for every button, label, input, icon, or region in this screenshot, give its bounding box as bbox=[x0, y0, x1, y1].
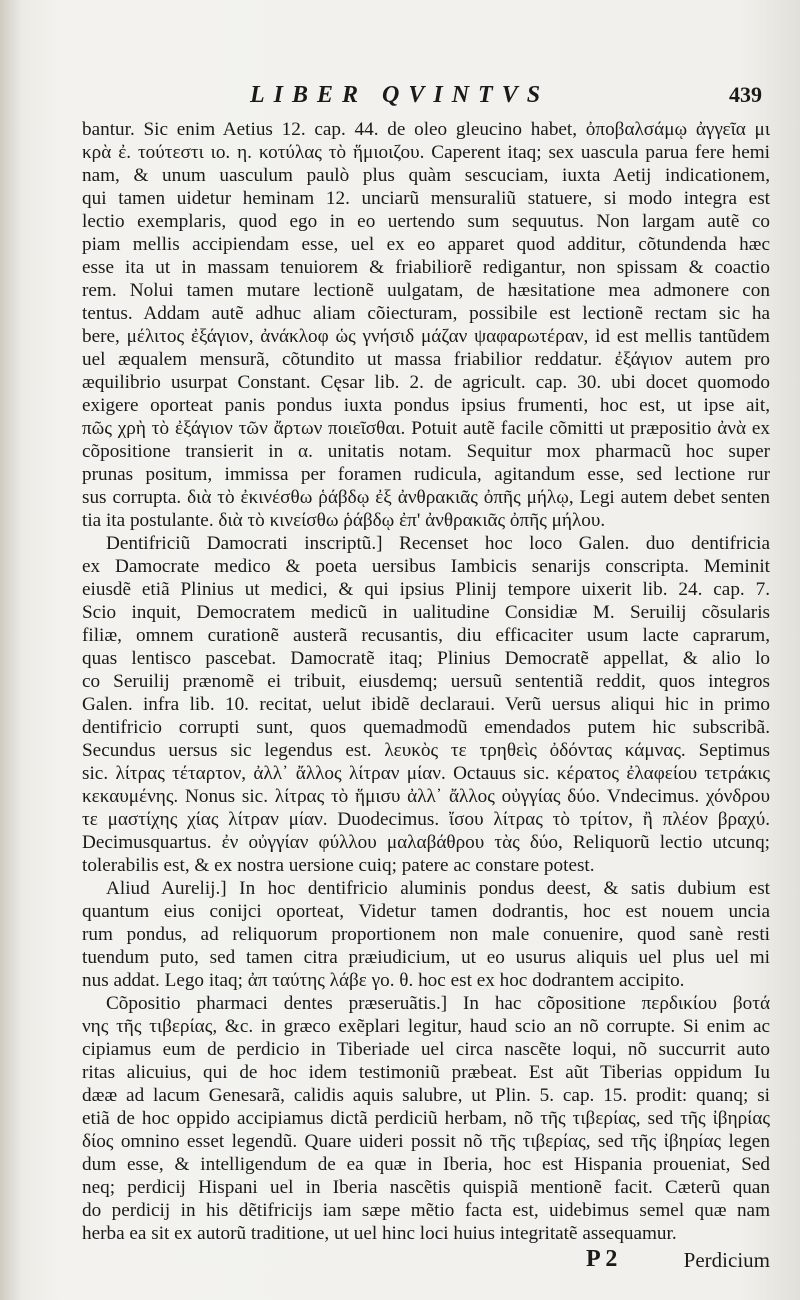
text-line: bere, μέλιτος ἐξάγιον, ἀνάκλοφ ὡς γνήσιδ μάζαν ψαφαρωτέραν, id est mellis tantũdem bbox=[82, 326, 770, 347]
text-line: tuendum puto, sed tamen citra præiudicium, ut eo usurus aliquis uel plus uel mi bbox=[82, 947, 770, 968]
text-line: Dentifriciũ Damocrati inscriptũ.] Recenset hoc loco Galen. duo dentifricia bbox=[106, 533, 770, 554]
text-line: qui tamen uidetur heminam 12. unciarũ mensuraliũ statuere, si modo integra est bbox=[82, 188, 770, 209]
text-line: do perdicij in his dẽtifricijs iam sæpe mẽtio facta est, uidebimus semel quæ nam bbox=[82, 1200, 770, 1221]
text-line: lectio exemplaris, quod ego in eo uertendo sum sequutus. Non largam autẽ co bbox=[82, 211, 770, 232]
page-footer bbox=[0, 1246, 800, 1276]
text-line: Decimusquartus. ἐν οὐγγίαν φύλλου μαλαβάθρου τὰς δύο, Reliquorũ lectio utcunq; bbox=[82, 832, 770, 853]
text-line: Galen. infra lib. 10. recitat, uelut ibidẽ declaraui. Verũ uersus aliqui hic in primo bbox=[82, 694, 770, 715]
text-line: κεκαυμένης. Nonus sic. λίτρας τὸ ἥμισυ ἀλλ᾽ ἄλλος οὐγγίας δύο. Vndecimus. χόνδρου bbox=[82, 786, 770, 807]
text-line: filiæ, omnem curationẽ austerã recusantis, diu efficaciter usum lacte caprarum, bbox=[82, 625, 770, 646]
text-line: tentus. Addam autẽ adhuc aliam cõiecturam, possibile est lectionẽ rectam sic ha bbox=[82, 303, 770, 324]
text-line: herba ea sit ex autorũ traditione, ut uel hinc loci huius integritatẽ assequamur. bbox=[82, 1223, 677, 1244]
text-line: Aliud Aurelij.] In hoc dentifricio aluminis pondus deest, & satis dubium est bbox=[106, 878, 770, 899]
text-line: sic. λίτρας τέταρτον, ἀλλ᾽ ἄλλος λίτραν μίαν. Octauus sic. κέρατος ἐλαφείου τετράκις bbox=[82, 763, 770, 784]
text-line: nus addat. Lego itaq; ἀπ ταύτης λάβε γο. θ. hoc est ex hoc dodrantem accipito. bbox=[82, 970, 685, 991]
text-line: tia ita postulante. διὰ τὸ κινείσθω ῥάβδῳ ἐπ' ἀνθρακιᾶς ὀπῆς μήλου. bbox=[82, 510, 606, 531]
text-line: quantum eius conijci oporteat, Videtur tamen dodrantis, hoc est nouem uncia bbox=[82, 901, 770, 922]
text-line: ritas alicuius, qui de hoc idem testimoniũ præbeat. Est aũt Tiberias oppidum Iu bbox=[82, 1062, 770, 1083]
text-line: dææ ad lacum Genesarã, calidis aquis salubre, ut Plin. 5. cap. 15. prodit: quanq; si bbox=[82, 1085, 770, 1106]
signature-mark: P 2 bbox=[586, 1246, 618, 1272]
text-line: sus corrupta. διὰ τὸ ἐκινέσθω ῥάβδῳ ἐξ ἀνθρακιᾶς ὀπῆς μήλῳ, Legi autem debet senten bbox=[82, 487, 770, 508]
text-line: νης τῆς τιβερίας, &c. in græco exẽplari legitur, haud scio an nõ corrupte. Si enim ac bbox=[82, 1016, 770, 1037]
page-number: 439 bbox=[729, 82, 762, 107]
text-line: quas lentisco pascebat. Damocratẽ itaq; Plinius Democratẽ appellat, & alio lo bbox=[82, 648, 770, 669]
text-line: ex Damocrate medico & poeta uersibus Iambicis senarijs conscripta. Meminit bbox=[82, 556, 770, 577]
text-line: κρὰ ἐ. τούτεστι ιο. η. κοτύλας τὸ ἥμιοιζου. Caperent itaq; sex uascula parua fere hemi bbox=[82, 142, 770, 163]
text-line: cipiamus eum de perdicio in Tiberiade uel circa nascẽte loqui, nõ succurrit auto bbox=[82, 1039, 770, 1060]
catchword: Perdicium bbox=[683, 1248, 770, 1272]
text-line: uel æqualem mensurã, cõtundito ut massa friabilior reddatur. ἐξάγιον autem pro bbox=[82, 349, 770, 370]
text-line: neq; perdicij Hispani uel in Iberia nascẽtis quispiã mentionẽ facit. Cæterũ quan bbox=[82, 1177, 770, 1198]
text-line: prunas positum, immissa per foramen rudicula, agitandum esse, sed lectione rur bbox=[82, 464, 770, 485]
text-line: πῶς χρὴ τὸ ἐξάγιον τῶν ἄρτων ποιεῖσθαι. Potuit autẽ facile cõmitti ut præpositio ἀνὰ ex bbox=[82, 418, 770, 439]
running-title: LIBER QVINTVS bbox=[250, 82, 550, 108]
text-line: æquilibrio usurpat Constant. Cęsar lib. 2. de agricult. cap. 30. ubi docet quomodo bbox=[82, 372, 770, 393]
text-line: bantur. Sic enim Aetius 12. cap. 44. de oleo gleucino habet, ὀποβαλσάμῳ ἀγγεῖα μι bbox=[82, 119, 770, 140]
text-line: cõpositione transierit in α. unitatis notam. Sequitur mox pharmacũ hoc super bbox=[82, 441, 770, 462]
text-line: nam, & unum uasculum paulò plus quàm sescuciam, iuxta Aetij indicationem, bbox=[82, 165, 770, 186]
running-head bbox=[0, 82, 800, 112]
text-line: τε μαστίχης χίας λίτραν μίαν. Duodecimus. ἴσου λίτρας τὸ τρίτον, ἢ πλέον βραχύ. bbox=[82, 809, 770, 830]
body-text bbox=[82, 118, 770, 1245]
text-line: exigere oporteat panis pondus iuxta pondus ipsius frumenti, hoc est, ut ipse ait, bbox=[82, 395, 770, 416]
text-line: co Seruilij prænomẽ ei tribuit, eiusdemq; uersuũ sententiã reddit, quos integros bbox=[82, 671, 770, 692]
text-line: esse ita ut in massam tenuiorem & friabiliorẽ redigantur, non spissam & coactio bbox=[82, 257, 770, 278]
text-line: eiusdẽ etiã Plinius ut medici, & qui ipsius Plinij tempore uixerit lib. 24. cap. 7. bbox=[82, 579, 770, 600]
text-line: Secundus uersus sic legendus est. λευκὸς τε τρηθεὶς ὀδόντας κάμνας. Septimus bbox=[82, 740, 770, 761]
text-line: Scio inquit, Democratem medicũ in ualitudine Considiæ M. Seruilij cõsularis bbox=[82, 602, 770, 623]
text-line: etiã de hoc oppido accipiamus dictã perdiciũ herbam, nõ τῆς τιβερίας, sed τῆς ἰβηρίας bbox=[82, 1108, 770, 1129]
text-line: tolerabilis est, & ex nostra uersione cuiq; patere ac constare potest. bbox=[82, 855, 595, 876]
text-line: Cõpositio pharmaci dentes præseruãtis.] In hac cõpositione περδικίου βοτά bbox=[106, 993, 770, 1014]
text-line: dum esse, & intelligendum de ea quæ in Iberia, hoc est Hispania proueniat, Sed bbox=[82, 1154, 770, 1175]
text-line: piam mellis accipiendam esse, uel ex eo apparet quod additur, cõtundenda hæc bbox=[82, 234, 770, 255]
text-line: δίος omnino esset legendũ. Quare uideri possit nõ τῆς τιβερίας, sed τῆς ἰβηρίας legen bbox=[82, 1131, 770, 1152]
text-line: rum pondus, ad reliquorum proportionem non male conuenire, quod sanè resti bbox=[82, 924, 770, 945]
text-line: dentifricio corrupti sunt, quos quemadmodũ emendados putem hic subscribã. bbox=[82, 717, 770, 738]
text-line: rem. Nolui tamen mutare lectionẽ uulgatam, de hæsitatione mea admonere con bbox=[82, 280, 770, 301]
